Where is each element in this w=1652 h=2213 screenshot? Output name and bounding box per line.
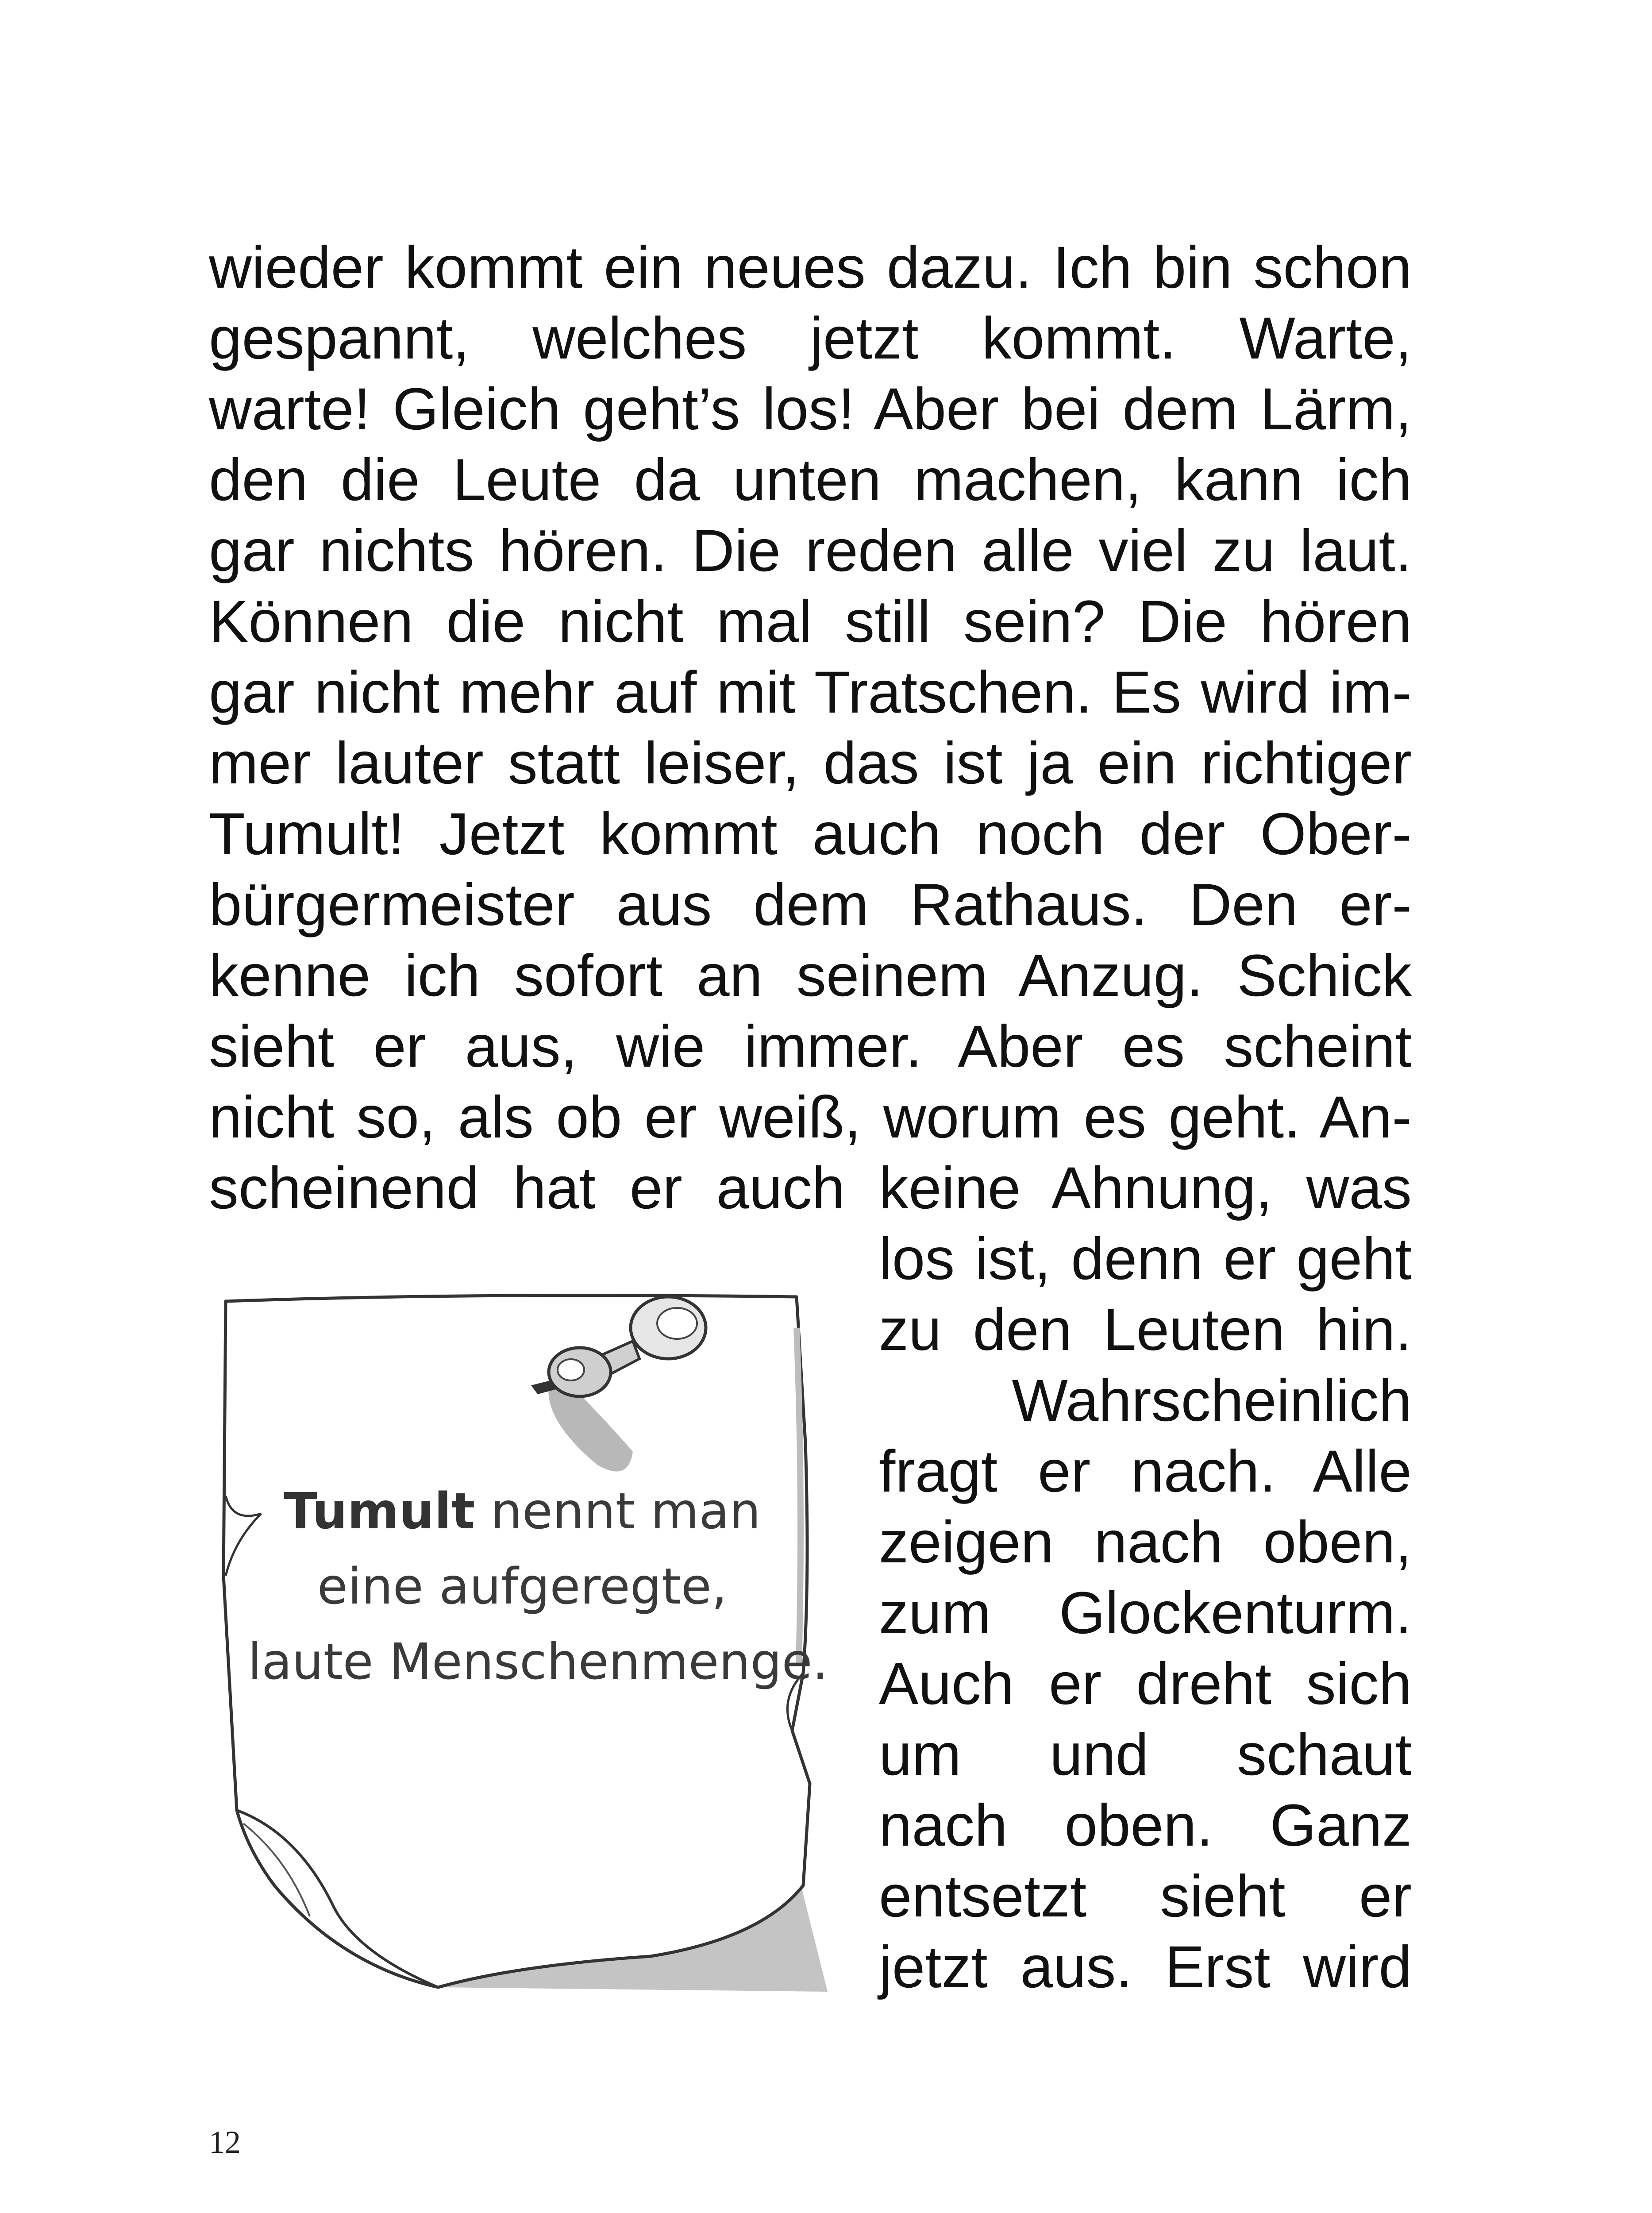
text-line: scheinend hat er auch keine Ahnung, was (209, 1155, 1412, 1221)
note-line (248, 1483, 797, 1540)
text-line: den die Leute da unten machen, kann ich (209, 447, 1412, 513)
text-line: Tumult! Jetzt kommt auch noch der Ober- (209, 801, 1412, 867)
note-line: eine aufgeregte, (317, 1558, 728, 1615)
text-line: sieht er aus, wie immer. Aber es scheint (209, 1014, 1412, 1080)
note-line: laute Menschenmenge. (248, 1633, 828, 1691)
note-line-rest: nennt man (475, 1483, 761, 1540)
text-line: gespannt, welches jetzt kommt. Warte, (209, 305, 1412, 371)
text-line: mer lauter statt leiser, das ist ja ein richtiger (209, 730, 1412, 796)
text-line: nicht so, als ob er weiß, worum es geht. An- (209, 1084, 1412, 1150)
text-line: nach oben. Ganz (879, 1793, 1412, 1858)
text-line: gar nicht mehr auf mit Tratschen. Es wird im- (209, 659, 1412, 725)
page-number: 12 (209, 2124, 241, 2160)
definition-note (208, 1275, 836, 2018)
text-line: jetzt aus. Erst wird (879, 1934, 1412, 2000)
text-line: warte! Gleich geht’s los! Aber bei dem Lärm, (209, 376, 1412, 442)
text-line: Können die nicht mal still sein? Die hören (209, 589, 1412, 655)
text-line: entsetzt sieht er (879, 1863, 1412, 1929)
note-term: Tumult (284, 1483, 475, 1540)
text-line: los ist, denn er geht (879, 1226, 1412, 1292)
text-line: um und schaut (879, 1722, 1412, 1788)
text-line: zum Glockenturm. (879, 1580, 1412, 1646)
text-line: bürgermeister aus dem Rathaus. Den er- (209, 872, 1412, 938)
text-line: wieder kommt ein neues dazu. Ich bin schon (209, 235, 1412, 301)
text-line: zeigen nach oben, (879, 1509, 1412, 1575)
text-line: Wahrscheinlich (1012, 1368, 1412, 1434)
text-line: zu den Leuten hin. (879, 1297, 1412, 1363)
text-line: gar nichts hören. Die reden alle viel zu laut. (209, 518, 1412, 584)
text-line: Auch er dreht sich (879, 1651, 1412, 1717)
text-line: kenne ich sofort an seinem Anzug. Schick (209, 943, 1412, 1009)
text-line: fragt er nach. Alle (879, 1438, 1412, 1504)
